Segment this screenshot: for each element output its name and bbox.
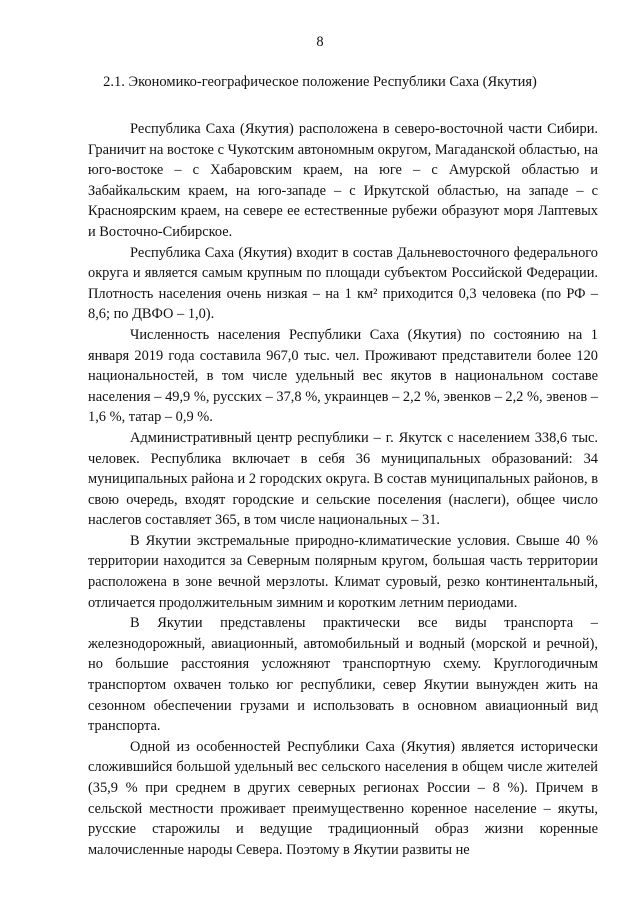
section-title: 2.1. Экономико-географическое положение Республики Саха (Якутия)	[103, 74, 537, 90]
paragraph-borders: Республика Саха (Якутия) расположена в северо-восточной части Сибири. Граничит на востоке с Чукотским автономным округом, Магаданской областью, на юго-востоке – с Хабаровским краем, на юге – с Амурской областью и Забайкальским краем, на юго-западе – с Иркутской областью, на западе – с Красноярским краем, на севере ее естественные рубежи образуют моря Лаптевых и Восточно-Сибирское.	[88, 121, 598, 240]
paragraph-population: Численность населения Республики Саха (Якутия) по состоянию на 1 января 2019 года составила 967,0 тыс. чел. Проживают представители более 120 национальностей, в том числе удельный вес якутов в национальном составе населения – 49,9 %, русских – 37,8 %, украинцев – 2,2 %, эвенков – 2,2 %, эвенов – 1,6 %, татар – 0,9 %.	[88, 326, 598, 426]
paragraph-area-density: Республика Саха (Якутия) входит в состав Дальневосточного федерального округа и является самым крупным по площади субъектом Российской Федерации. Плотность населения очень низкая – на 1 км² приходится 0,3 человека (по РФ – 8,6; по ДВФО – 1,0).	[88, 244, 598, 323]
paragraph-transport: В Якутии представлены практически все виды транспорта – железнодорожный, авиационный, автомобильный и водный (морской и речной), но большие расстояния усложняют транспортную схему. Круглогодичным транспортом охвачен только юг республики, север Якутии вынужден жить на сезонном обеспечении грузами и использовать в основном авиационный вид транспорта.	[88, 615, 598, 735]
paragraph-rural-population: Одной из особенностей Республики Саха (Якутия) является исторически сложившийся большой удельный вес сельского населения в общем числе жителей (35,9 % при среднем в других северных регионах России – 8 %). Причем в сельской местности проживает преимущественно коренное население – якуты, русские старожилы и ведущие традиционный образ жизни коренные малочисленные народы Севера. Поэтому в Якутии развиты не	[88, 738, 598, 858]
page-number: 8	[316, 34, 324, 50]
paragraph-climate: В Якутии экстремальные природно-климатические условия. Свыше 40 % территории находится за Северным полярным кругом, большая часть территории расположена в зоне вечной мерзлоты. Климат суровый, резко континентальный, отличается продолжительным зимним и коротким летним периодами.	[88, 532, 598, 611]
paragraph-administration: Административный центр республики – г. Якутск с населением 338,6 тыс. человек. Республика включает в себя 36 муниципальных образований: 34 муниципальных района и 2 городских округа. В состав муниципальных районов, в свою очередь, входят городские и сельские поселения (наслеги), общее число наслегов составляет 365, в том числе национальных – 31.	[88, 429, 598, 529]
body-text	[88, 119, 598, 860]
